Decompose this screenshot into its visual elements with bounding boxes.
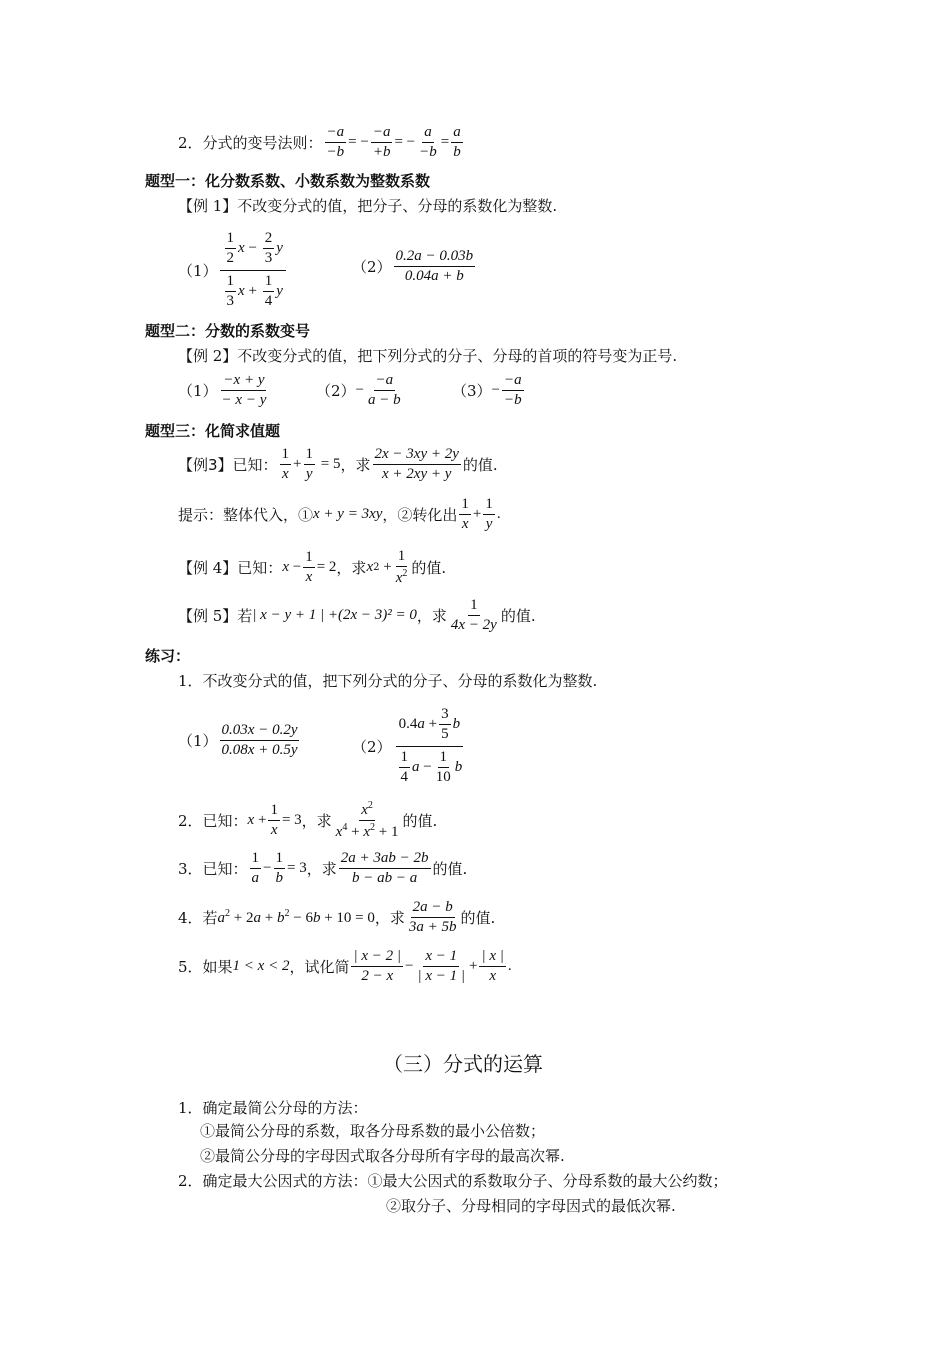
example5-label: 【例 5】若 bbox=[178, 607, 253, 626]
text: 的值. bbox=[432, 860, 468, 879]
question-label: 5．如果 bbox=[178, 958, 233, 977]
sign-rule-fraction-1: $\frac{-a}{-b}$ bbox=[326, 124, 345, 161]
text: ，求 bbox=[416, 607, 447, 626]
question-label: 3．已知： bbox=[178, 860, 248, 879]
text: ，试化简 bbox=[289, 958, 350, 977]
fraction: $\frac{1}{y}$ bbox=[305, 446, 314, 483]
text: ，求 bbox=[301, 812, 332, 831]
example1-part1 bbox=[178, 228, 288, 312]
example3-label: 【例3】已知： bbox=[178, 456, 278, 475]
example2-part2: （2） − $\frac{-a}{a - b}$ bbox=[316, 372, 401, 409]
practice-q3: 3．已知： $\frac{1}{a}$ − $\frac{1}{b}$ = 3 ，求 $\frac{2a + 3ab - 2b}{b - ab - a}$ 的值. bbox=[178, 850, 468, 887]
part-label: （1） bbox=[178, 382, 218, 401]
text: 的值. bbox=[462, 456, 498, 475]
text: 的值. bbox=[460, 909, 496, 928]
equals-minus: = − bbox=[394, 134, 416, 151]
decimal-fraction: $\frac{0.2a - 0.03b}{0.04a + b}$ bbox=[395, 248, 474, 285]
compound-fraction-2: 0.4 a + $\frac{3}{5}$ b $\frac{1}{4}$ a − $\frac{1}{10}$ b bbox=[394, 704, 466, 788]
text: 的值. bbox=[411, 559, 447, 578]
equals: = bbox=[440, 134, 450, 151]
text: ，求 bbox=[340, 456, 371, 475]
practice-q2: 2．已知： x + $\frac{1}{x}$ = 3 ，求 $\frac{x^2}{x^4 + x^2 + 1}$ 的值. bbox=[178, 800, 438, 841]
fraction: $\frac{2a - b}{3a + 5b}$ bbox=[408, 899, 457, 936]
example5 bbox=[178, 597, 536, 635]
part-label: （3） bbox=[452, 382, 492, 401]
hint-equation: x + y = 3xy bbox=[313, 506, 383, 523]
method1-item-b: ②最简公分母的字母因式取各分母所有字母的最高次幂. bbox=[200, 1147, 565, 1165]
fraction: $\frac{x - 1}{| x - 1 |}$ bbox=[417, 948, 465, 985]
text: 的值. bbox=[500, 607, 536, 626]
type2-heading: 题型二：分数的系数变号 bbox=[145, 322, 311, 340]
example2-part3: （3） − $\frac{-a}{-b}$ bbox=[452, 372, 522, 409]
sign-rule-fraction-3: $\frac{a}{-b}$ bbox=[419, 124, 437, 161]
hint-line: 提示：整体代入，① x + y = 3xy ，②转化出 $\frac{1}{x}$ + $\frac{1}{y}$ . bbox=[178, 496, 501, 533]
type1-heading: 题型一：化分数系数、小数系数为整数系数 bbox=[145, 172, 431, 190]
example5-equation: | x − y + 1 | +(2x − 3)² = 0 bbox=[252, 607, 417, 624]
question-label: 4．若 bbox=[178, 909, 218, 928]
fraction: $\frac{1}{y}$ bbox=[485, 496, 493, 533]
fraction: $\frac{| x |}{x}$ bbox=[481, 948, 504, 985]
part-label: （2） bbox=[316, 382, 356, 401]
fraction: $\frac{1}{4x - 2y}$ bbox=[450, 597, 497, 634]
fraction: $\frac{1}{x}$ bbox=[461, 496, 469, 533]
fraction: $\frac{1}{a}$ bbox=[251, 850, 260, 887]
equals-minus: = − bbox=[348, 134, 369, 151]
fraction: $\frac{1}{x}$ bbox=[270, 802, 278, 839]
fraction: $\frac{-a}{a - b}$ bbox=[368, 372, 401, 409]
condition: 1 < x < 2 bbox=[232, 958, 290, 975]
practice-q1-part2 bbox=[352, 704, 467, 788]
practice-q5: 5．如果 1 < x < 2 ，试化简 $\frac{| x - 2 |}{2 - x}$ − $\frac{x - 1}{| x - 1 |}$ + $\frac{| x |}{x}$ . bbox=[178, 948, 512, 985]
example2-text: 【例 2】不改变分式的值，把下列分式的分子、分母的首项的符号变为正号. bbox=[178, 347, 678, 365]
question-label: 2．已知： bbox=[178, 812, 248, 831]
text: 的值. bbox=[402, 812, 438, 831]
practice-q1-part1 bbox=[178, 722, 301, 760]
sign-rule-fraction-4: $\frac{a}{b}$ bbox=[453, 124, 461, 161]
fraction: $\frac{1}{b}$ bbox=[275, 850, 284, 887]
method2-line: 2．确定最大公因式的方法：①最大公因式的系数取分子、分母系数的最大公约数； bbox=[178, 1172, 728, 1190]
practice-q4: 4．若 $a^2 + 2a + b^2 - 6b + 10 = 0$ ，求 $\frac{2a - b}{3a + 5b}$ 的值. bbox=[178, 899, 496, 936]
text: ，②转化出 bbox=[382, 506, 458, 525]
text: ，求 bbox=[374, 909, 405, 928]
practice-heading: 练习： bbox=[145, 647, 191, 665]
fraction: $\frac{1}{x}$ bbox=[281, 446, 290, 483]
sign-rule-fraction-2: $\frac{-a}{+b}$ bbox=[372, 124, 391, 161]
part-label: （1） bbox=[178, 732, 218, 751]
text: ，求 bbox=[336, 559, 367, 578]
example2-part1 bbox=[178, 372, 270, 410]
section-title: （三）分式的运算 bbox=[383, 1052, 543, 1076]
fraction: $\frac{x^2}{x^4 + x^2 + 1}$ bbox=[335, 800, 399, 841]
fraction: $\frac{0.03x - 0.2y}{0.08x + 0.5y}$ bbox=[221, 722, 298, 759]
example3: 【例3】已知： $\frac{1}{x}$ + $\frac{1}{y}$ = 5 ，求 $\frac{2x - 3xy + 2y}{x + 2xy + y}$ 的值. bbox=[178, 446, 498, 483]
type3-heading: 题型三：化简求值题 bbox=[145, 422, 281, 440]
fraction: $\frac{| x - 2 |}{2 - x}$ bbox=[353, 948, 401, 985]
sign-rule-line bbox=[178, 124, 465, 162]
text: ，求 bbox=[306, 860, 337, 879]
practice-q1-text: 1．不改变分式的值，把下列分式的分子、分母的系数化为整数. bbox=[178, 672, 598, 690]
fraction: $\frac{-x + y}{- x - y}$ bbox=[221, 372, 267, 409]
method2-item-b: ②取分子、分母相同的字母因式的最低次幂. bbox=[386, 1197, 676, 1215]
fraction: $\frac{2x - 3xy + 2y}{x + 2xy + y}$ bbox=[374, 446, 459, 483]
part-label: （2） bbox=[352, 737, 392, 756]
method1-item-a: ①最简公分母的系数，取各分母系数的最小公倍数； bbox=[200, 1122, 546, 1140]
compound-fraction-1: $\frac{1}{2}$ x − $\frac{2}{3}$ y $\frac{1}{3}$ x + $\frac{1}{4}$ y bbox=[220, 228, 286, 312]
example4: 【例 4】已知： x − $\frac{1}{x}$ = 2 ，求 x 2 + $\frac{1}{x^2}$ 的值. bbox=[178, 548, 447, 587]
fraction: $\frac{1}{x^2}$ bbox=[395, 548, 408, 587]
example1-text: 【例 1】不改变分式的值，把分子、分母的系数化为整数. bbox=[178, 197, 558, 215]
example4-label: 【例 4】已知： bbox=[178, 559, 283, 578]
sign-rule-label: 2．分式的变号法则： bbox=[178, 134, 323, 153]
hint-label: 提示：整体代入，① bbox=[178, 506, 314, 525]
part-label: （2） bbox=[352, 258, 392, 277]
fraction: $\frac{2a + 3ab - 2b}{b - ab - a}$ bbox=[340, 850, 429, 887]
method1-heading: 1．确定最简公分母的方法： bbox=[178, 1099, 368, 1117]
fraction: $\frac{1}{x}$ bbox=[305, 549, 313, 586]
example1-part2 bbox=[352, 248, 477, 286]
part-label: （1） bbox=[178, 261, 218, 280]
fraction: $\frac{-a}{-b}$ bbox=[504, 372, 522, 409]
